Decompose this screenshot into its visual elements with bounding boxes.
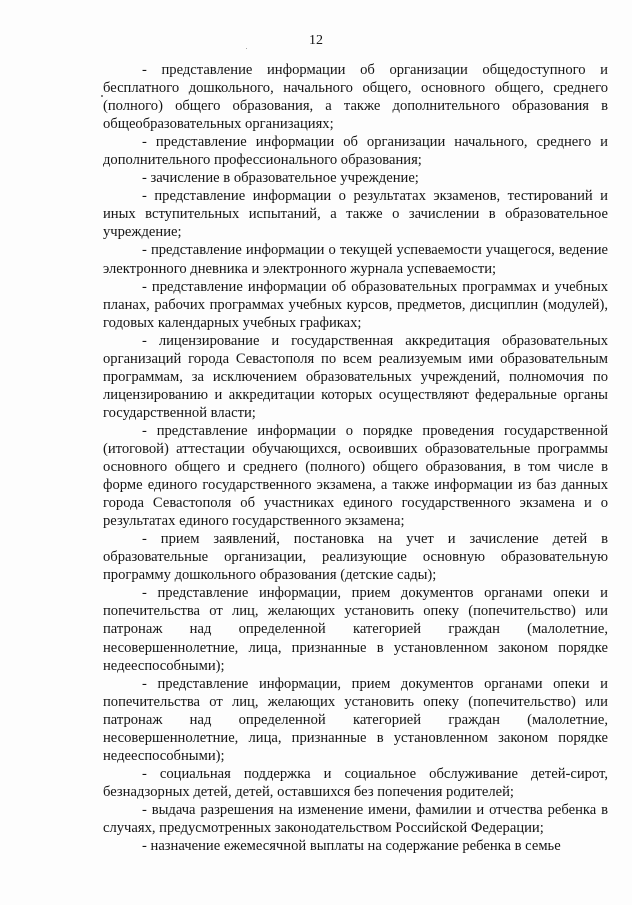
page-number: 12 <box>309 33 323 48</box>
list-item: - представление информации об организации общедоступного и бесплатного дошкольного, начального общего, основного общего, среднего (полного) общего образования, а также дополнительного образования в общеобразовательных организациях; <box>103 62 608 133</box>
document-body <box>103 61 608 855</box>
list-item: - зачисление в образовательное учреждение; <box>142 170 419 187</box>
list-item: - представление информации об образовательных программах и учебных планах, рабочих программах учебных курсов, предметов, дисциплин (модулей), годовых календарных учебных графиках; <box>103 278 608 331</box>
scan-speck <box>246 48 247 49</box>
list-item: - представление информации об организации начального, среднего и дополнительного профессионального образования; <box>103 134 608 169</box>
list-item: - социальная поддержка и социальное обслуживание детей-сирот, безнадзорных детей, детей, оставшихся без попечения родителей; <box>103 765 608 800</box>
list-item: - представление информации о порядке проведения государственной (итоговой) аттестации обучающихся, освоивших образовательные программы основного общего и среднего (полного) общего образования, в том числе в форме единого государственного экзамена, а также информации из баз данных города Севастополя об участниках единого государственного экзамена и о результатах единого государственного экзамена; <box>103 422 608 530</box>
list-item: - представление информации о результатах экзаменов, тестирований и иных вступительных испытаний, а также о зачислении в образовательное учреждение; <box>103 188 608 241</box>
list-item: - представление информации, прием документов органами опеки и попечительства от лиц, желающих установить опеку (попечительство) или патронаж над определенной категорией граждан (малолетние, несовершеннолетние, лица, признанные в установленном законом порядке недееспособными); <box>103 675 608 764</box>
list-item: - выдача разрешения на изменение имени, фамилии и отчества ребенка в случаях, предусмотренных законодательством Российской Федерации; <box>103 801 608 836</box>
list-item: - представление информации о текущей успеваемости учащегося, ведение электронного дневника и электронного журнала успеваемости; <box>103 242 608 277</box>
list-item: - представление информации, прием документов органами опеки и попечительства от лиц, желающих установить опеку (попечительство) или патронаж над определенной категорией граждан (малолетние, несовершеннолетние, лица, признанные в установленном законом порядке недееспособными); <box>103 585 608 674</box>
list-item: - назначение ежемесячной выплаты на содержание ребенка в семье <box>142 838 561 855</box>
list-item: - лицензирование и государственная аккредитация образовательных организаций города Севастополя по всем реализуемым ими образовательным программам, за исключением образовательных учреждений, полномочия по лицензированию и аккредитации которых осуществляют федеральные органы государственной власти; <box>103 332 608 421</box>
list-item: - прием заявлений, постановка на учет и зачисление детей в образовательные организации, реализующие основную образовательную программу дошкольного образования (детские сады); <box>103 531 608 584</box>
